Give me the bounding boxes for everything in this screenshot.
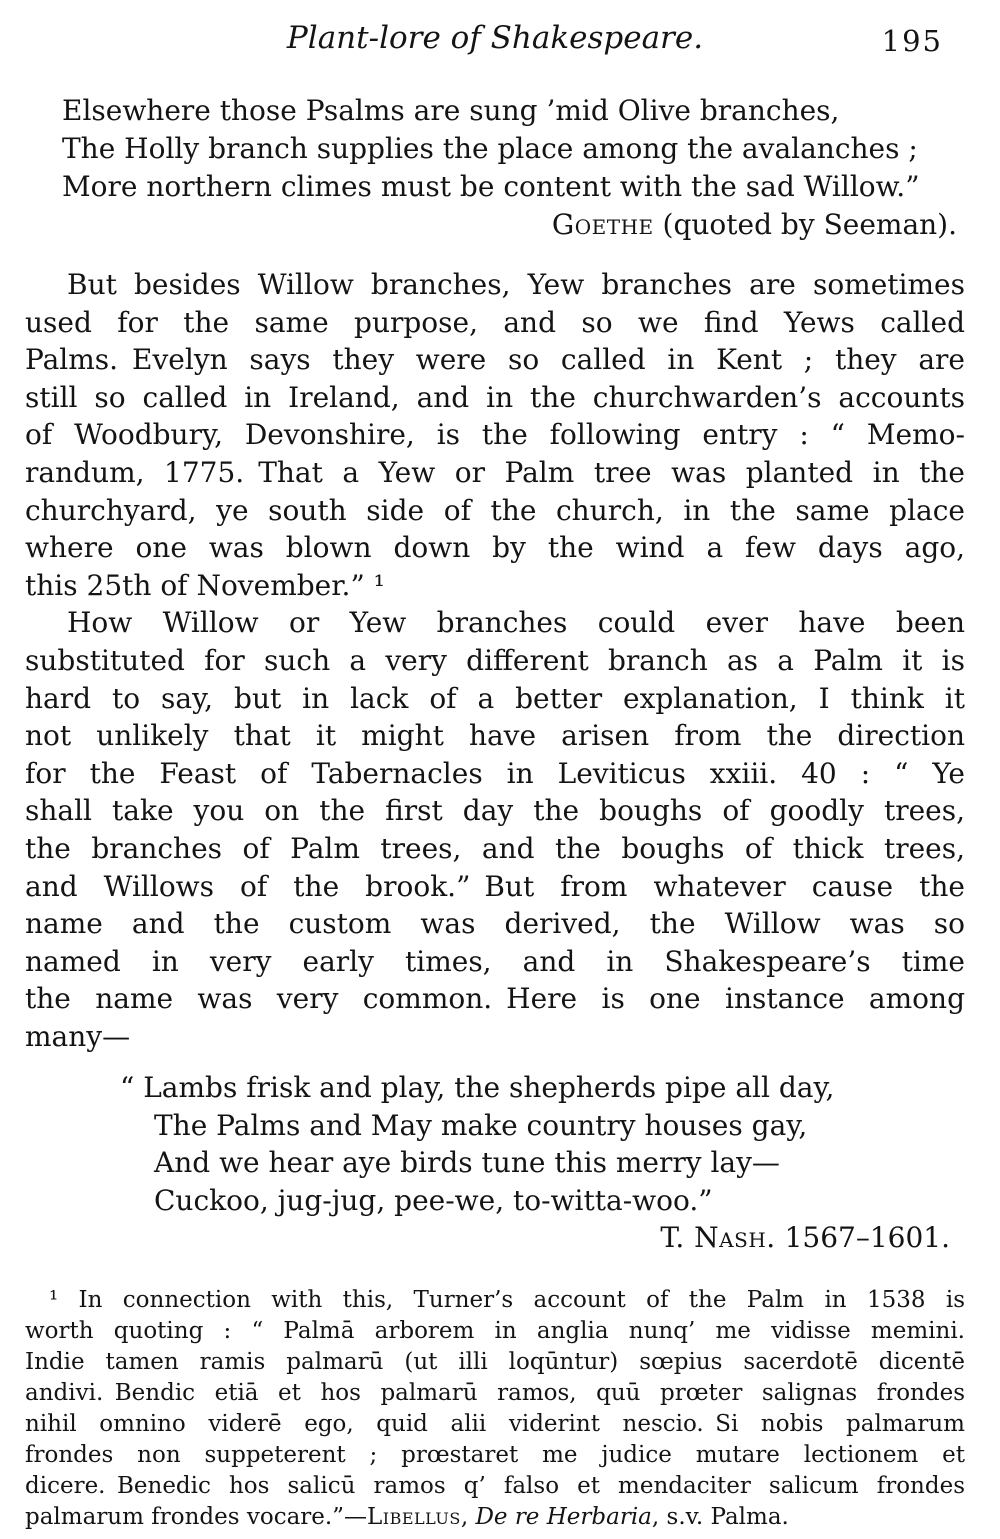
footnote-separator: , bbox=[460, 1504, 476, 1531]
text-line: shall take you on the first day the boughs of goodly trees, bbox=[25, 794, 965, 828]
verse-line: And we hear aye birds tune this merry lay— bbox=[154, 1146, 780, 1180]
footnote-line: Indie tamen ramis palmarū (ut illi loqūntur) sœpius sacerdotē dicentē bbox=[25, 1349, 965, 1376]
footnote-text-after: , s.v. Palma. bbox=[651, 1504, 789, 1531]
footnote-line: frondes non suppeterent ; prœstaret me judice mutare lectionem et bbox=[25, 1442, 965, 1469]
verse-author: T. Nash. bbox=[660, 1221, 776, 1255]
epigraph-author: Goethe bbox=[551, 208, 654, 241]
verse-quote bbox=[120, 1069, 965, 1257]
text-line: churchyard, ye south side of the church, in the same place bbox=[25, 493, 965, 527]
footnote-work-title: De re Herbaria bbox=[475, 1504, 652, 1531]
text-line: where one was blown down by the wind a few days ago, bbox=[25, 531, 965, 565]
paragraph-palm-substitution bbox=[25, 604, 965, 1055]
body-text bbox=[25, 266, 965, 1055]
text-line: many— bbox=[25, 1019, 131, 1053]
text-line: for the Feast of Tabernacles in Leviticus xxiii. 40 : “ Ye bbox=[25, 756, 965, 790]
verse-author-dates: 1567–1601. bbox=[775, 1221, 950, 1255]
footnote-line: dicere. Benedic hos salicū ramos q’ falso et mendaciter salicum frondes bbox=[25, 1473, 965, 1500]
text-line: of Woodbury, Devonshire, is the following entry : “ Memo- bbox=[25, 418, 965, 452]
text-line: this 25th of November.” ¹ bbox=[25, 568, 385, 602]
running-title: Plant-lore of Shakespeare. bbox=[286, 20, 704, 56]
page-header bbox=[25, 16, 965, 62]
text-line: randum, 1775. That a Yew or Palm tree was planted in the bbox=[25, 455, 965, 489]
verse-attribution bbox=[120, 1219, 965, 1257]
epigraph-line: More northern climes must be content with the sad Willow.” bbox=[62, 170, 920, 203]
text-line: used for the same purpose, and so we find Yews called bbox=[25, 305, 965, 339]
footnote-source-name: Libellus bbox=[366, 1504, 461, 1531]
epigraph-quote bbox=[62, 92, 965, 244]
page-number: 195 bbox=[881, 24, 943, 58]
text-line: name and the custom was derived, the Willow was so bbox=[25, 907, 965, 941]
text-line: substituted for such a very different branch as a Palm it is bbox=[25, 643, 965, 677]
epigraph-attribution-rest: (quoted by Seeman). bbox=[653, 208, 957, 241]
footnote-line: andivi. Bendic etiā et hos palmarū ramos, quū prœter salignas frondes bbox=[25, 1380, 965, 1407]
text-line: Palms. Evelyn says they were so called in Kent ; they are bbox=[25, 343, 965, 377]
text-line: hard to say, but in lack of a better explanation, I think it bbox=[25, 681, 965, 715]
verse-line: “ Lambs frisk and play, the shepherds pipe all day, bbox=[120, 1071, 835, 1105]
epigraph-line: Elsewhere those Psalms are sung ’mid Olive branches, bbox=[62, 94, 840, 127]
footnote-text-before: palmarum frondes vocare.”— bbox=[25, 1504, 367, 1531]
epigraph-line: The Holly branch supplies the place among the avalanches ; bbox=[62, 132, 918, 165]
footnote-last-line bbox=[25, 1502, 965, 1533]
paragraph-willow-yew bbox=[25, 266, 965, 604]
text-line: not unlikely that it might have arisen from the direction bbox=[25, 719, 965, 753]
text-line: and Willows of the brook.” But from whatever cause the bbox=[25, 869, 965, 903]
text-line: still so called in Ireland, and in the churchwarden’s accounts bbox=[25, 380, 965, 414]
verse-line: Cuckoo, jug-jug, pee-we, to-witta-woo.” bbox=[154, 1183, 713, 1217]
footnote bbox=[25, 1285, 965, 1533]
footnote-line: nihil omnino viderē ego, quid alii viderint nescio. Si nobis palmarum bbox=[25, 1411, 965, 1438]
verse-line: The Palms and May make country houses gay, bbox=[154, 1108, 808, 1142]
footnote-line: ¹ In connection with this, Turner’s account of the Palm in 1538 is bbox=[49, 1287, 965, 1314]
epigraph-attribution bbox=[62, 206, 965, 244]
text-line: the branches of Palm trees, and the boughs of thick trees, bbox=[25, 831, 965, 865]
text-line: the name was very common. Here is one instance among bbox=[25, 982, 965, 1016]
text-line: named in very early times, and in Shakespeare’s time bbox=[25, 944, 965, 978]
footnote-line: worth quoting : “ Palmā arborem in anglia nunq’ me vidisse memini. bbox=[25, 1318, 965, 1345]
text-line: How Willow or Yew branches could ever have been bbox=[67, 606, 965, 640]
text-line: But besides Willow branches, Yew branches are sometimes bbox=[67, 268, 965, 301]
